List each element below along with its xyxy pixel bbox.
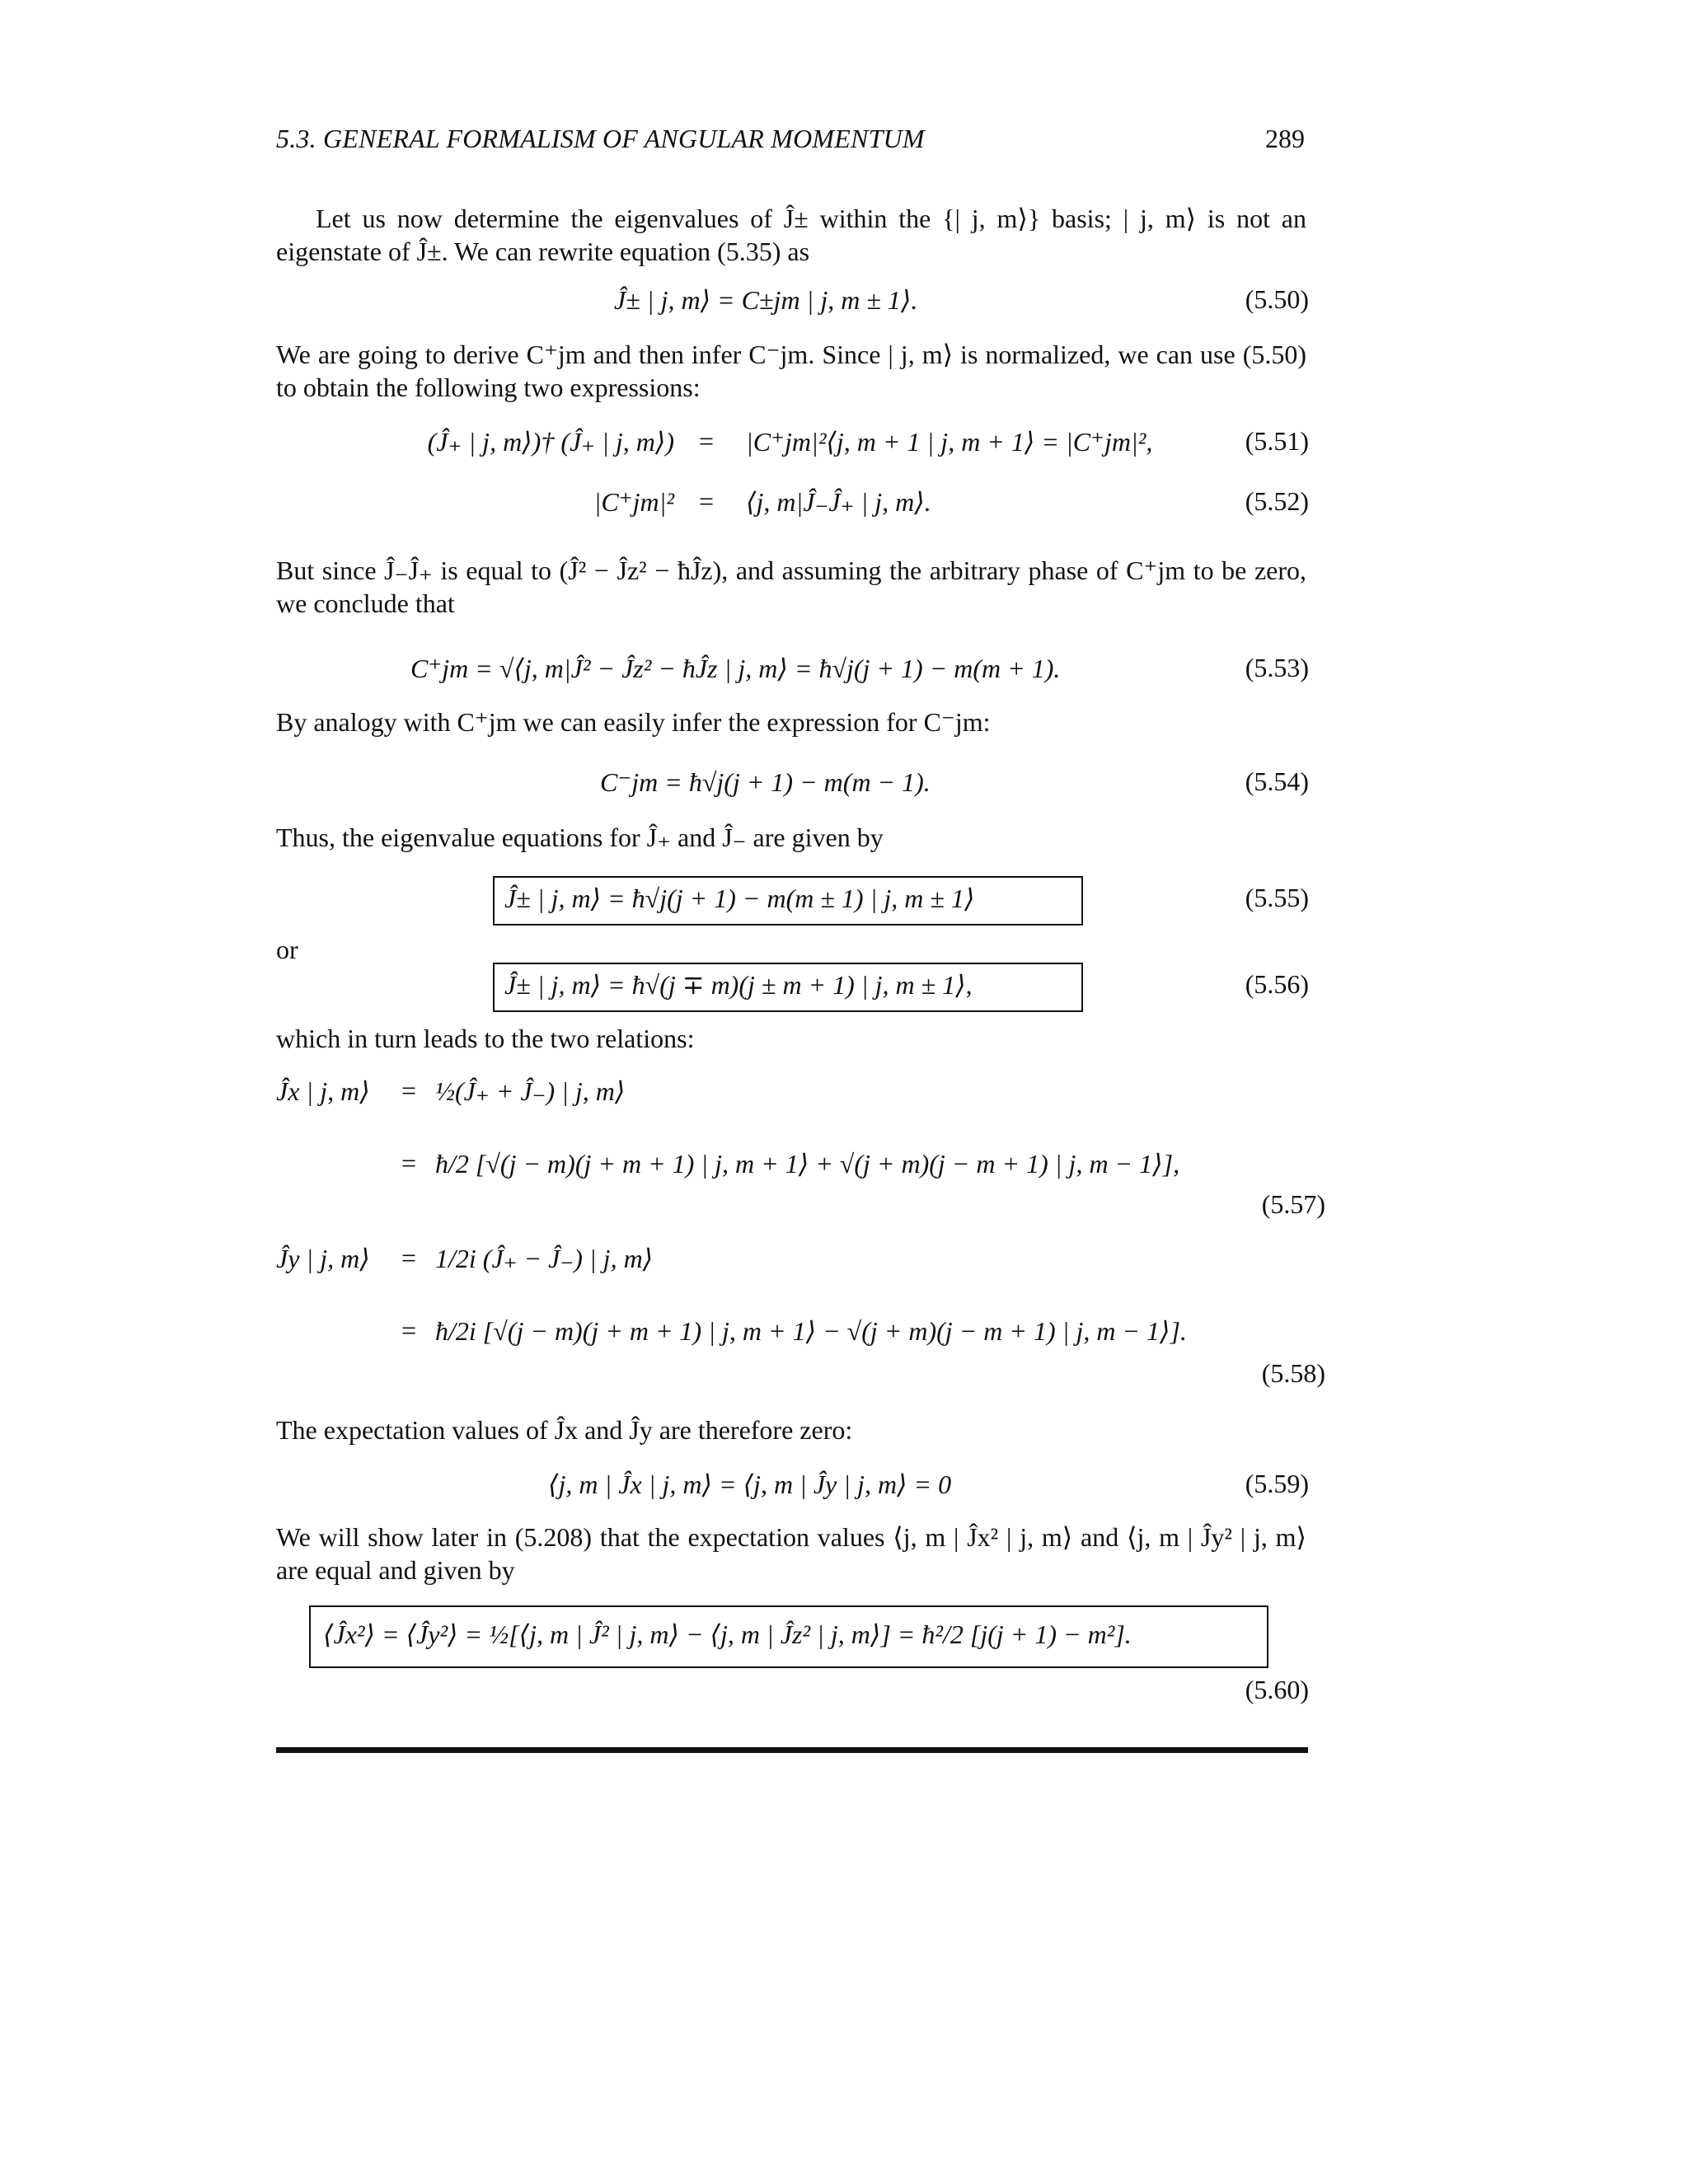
paragraph-text: We are going to derive C⁺jm and then infer C⁻jm. Since | j, m⟩ is normalized, we can use (5.50) to obtain the following two expressions: [276, 340, 1306, 402]
equals-sign: = [401, 1243, 417, 1272]
paragraph-text: But since Ĵ₋Ĵ₊ is equal to (Ĵ² − Ĵz² − ħĴz), and assuming the arbitrary phase of C⁺jm to be zero, we conclude that [276, 555, 1306, 618]
equation-5-57-line-1: ½(Ĵ₊ + Ĵ₋) | j, m⟩ [435, 1076, 626, 1106]
paragraph-2 [276, 338, 1306, 404]
paragraph-text: The expectation values of Ĵx and Ĵy are therefore zero: [276, 1415, 853, 1445]
equation-5-52-rhs: ⟨j, m|Ĵ₋Ĵ₊ | j, m⟩. [746, 487, 931, 517]
page-number: 289 [1265, 124, 1305, 153]
equation-number: (5.51) [1245, 426, 1309, 456]
equation-5-50: Ĵ± | j, m⟩ = C±jm | j, m ± 1⟩. [614, 285, 918, 315]
paragraph-8 [276, 1413, 1306, 1446]
equation-5-58-line-2: ħ/2i [√(j − m)(j + m + 1) | j, m + 1⟩ − √(j + m)(j − m + 1) | j, m − 1⟩]. [435, 1316, 1187, 1346]
paragraph-text: We will show later in (5.208) that the expectation values ⟨j, m | Ĵx² | j, m⟩ and ⟨j, m | Ĵy² | j, m⟩ are equal and given by [276, 1522, 1306, 1585]
equals-sign: = [401, 1076, 417, 1105]
equation-number: (5.53) [1245, 653, 1309, 682]
paragraph-5 [276, 821, 1306, 854]
paragraph-4 [276, 705, 1306, 738]
paragraph-3 [276, 554, 1306, 620]
equation-number: (5.59) [1245, 1469, 1309, 1498]
paragraph-or [276, 933, 1306, 966]
paragraph-text: Thus, the eigenvalue equations for Ĵ₊ and Ĵ₋ are given by [276, 823, 884, 852]
equals-sign: = [699, 426, 715, 456]
equation-5-51-lhs: (Ĵ₊ | j, m⟩)† (Ĵ₊ | j, m⟩) [427, 427, 674, 457]
equation-number: (5.52) [1245, 486, 1309, 516]
equation-5-57-lhs: Ĵx | j, m⟩ [276, 1076, 370, 1106]
equation-number: (5.55) [1245, 883, 1309, 912]
equation-5-58-lhs: Ĵy | j, m⟩ [276, 1244, 370, 1273]
equation-5-51-rhs: |C⁺jm|²⟨j, m + 1 | j, m + 1⟩ = |C⁺jm|², [746, 427, 1153, 457]
paragraph-7 [276, 1022, 1306, 1055]
paragraph-text: which in turn leads to the two relations: [276, 1024, 695, 1053]
equals-sign: = [699, 486, 715, 516]
running-header-title: 5.3. GENERAL FORMALISM OF ANGULAR MOMENTUM [276, 124, 925, 153]
equation-5-59: ⟨j, m | Ĵx | j, m⟩ = ⟨j, m | Ĵy | j, m⟩ = 0 [548, 1469, 952, 1499]
equation-number: (5.56) [1245, 969, 1309, 999]
bottom-rule [276, 1747, 1308, 1753]
paragraph-text: By analogy with C⁺jm we can easily infer the expression for C⁻jm: [276, 707, 991, 737]
paragraph-1 [276, 202, 1306, 268]
equation-number: (5.58) [1261, 1358, 1325, 1388]
equation-5-54: C⁻jm = ħ√j(j + 1) − m(m − 1). [600, 767, 931, 797]
equation-5-55: Ĵ± | j, m⟩ = ħ√j(j + 1) − m(m ± 1) | j, m ± 1⟩ [504, 883, 975, 913]
equation-number: (5.50) [1245, 284, 1309, 314]
paragraph-text: Let us now determine the eigenvalues of Ĵ± within the {| j, m⟩} basis; | j, m⟩ is not an eigenstate of Ĵ±. We can rewrite equation (5.35) as [276, 204, 1306, 266]
equation-5-52-lhs: |C⁺jm|² [593, 487, 674, 517]
equation-number: (5.54) [1245, 766, 1309, 796]
paragraph-9 [276, 1521, 1306, 1586]
equation-5-57-line-2: ħ/2 [√(j − m)(j + m + 1) | j, m + 1⟩ + √(j + m)(j − m + 1) | j, m − 1⟩], [435, 1149, 1180, 1179]
equation-5-60: ⟨Ĵx²⟩ = ⟨Ĵy²⟩ = ½[⟨j, m | Ĵ² | j, m⟩ − ⟨j, m | Ĵz² | j, m⟩] = ħ²/2 [j(j + 1) − m²]. [323, 1619, 1132, 1649]
equation-number: (5.57) [1261, 1189, 1325, 1219]
paragraph-text: or [276, 935, 298, 964]
equals-sign: = [401, 1148, 417, 1178]
equation-5-58-line-1: 1/2i (Ĵ₊ − Ĵ₋) | j, m⟩ [435, 1244, 654, 1273]
equation-number: (5.60) [1245, 1675, 1309, 1704]
equation-5-56: Ĵ± | j, m⟩ = ħ√(j ∓ m)(j ± m + 1) | j, m ± 1⟩, [504, 970, 973, 1000]
equation-5-53: C⁺jm = √⟨j, m|Ĵ² − Ĵz² − ħĴz | j, m⟩ = ħ√j(j + 1) − m(m + 1). [410, 654, 1061, 683]
equals-sign: = [401, 1315, 417, 1345]
